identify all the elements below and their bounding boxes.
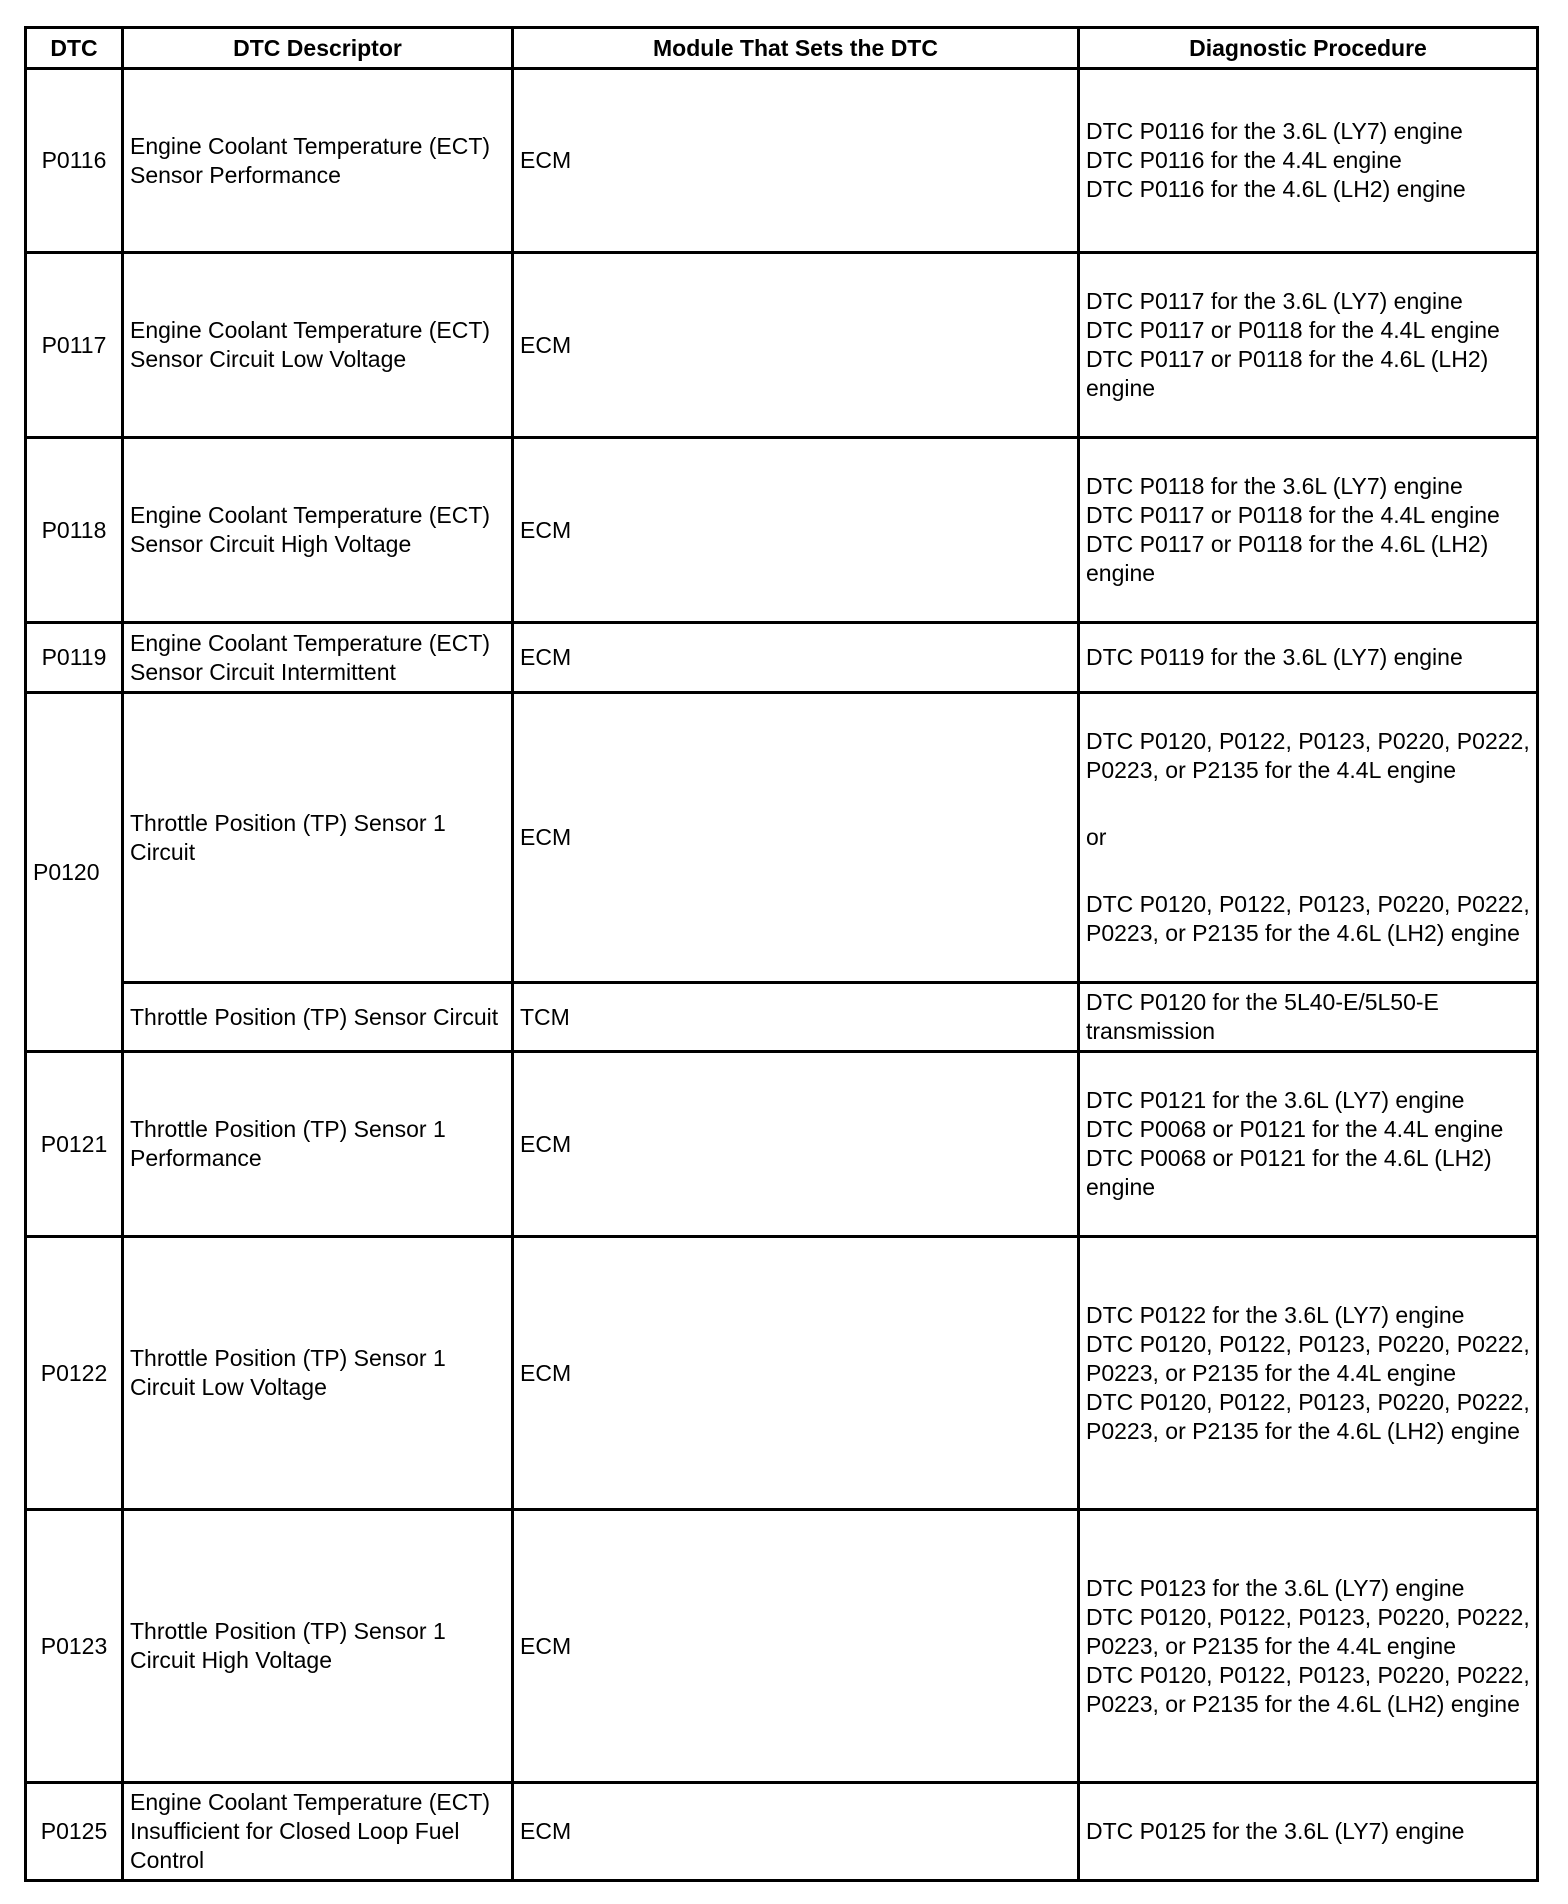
diagnostic-procedure: DTC P0125 for the 3.6L (LY7) engine: [1079, 1783, 1538, 1881]
dtc-module: ECM: [513, 1052, 1079, 1237]
procedure-line: DTC P0121 for the 3.6L (LY7) engine: [1086, 1087, 1465, 1113]
procedure-line: DTC P0120, P0122, P0123, P0220, P0222, P0223, or P2135 for the 4.6L (LH2) engine: [1086, 1661, 1530, 1717]
dtc-descriptor: Engine Coolant Temperature (ECT) Sensor Circuit Low Voltage: [123, 253, 513, 438]
header-dtc: DTC: [26, 28, 123, 69]
dtc-module: ECM: [513, 1237, 1079, 1510]
table-row: [26, 438, 1538, 623]
table-row: [26, 1783, 1538, 1881]
diagnostic-procedure: [1079, 438, 1538, 623]
dtc-descriptor: Engine Coolant Temperature (ECT) Sensor Circuit High Voltage: [123, 438, 513, 623]
dtc-module: ECM: [513, 693, 1079, 983]
table-row: [26, 693, 1538, 983]
dtc-code: P0119: [26, 623, 123, 693]
dtc-descriptor: Throttle Position (TP) Sensor 1 Circuit: [123, 693, 513, 983]
dtc-descriptor: Engine Coolant Temperature (ECT) Insufficient for Closed Loop Fuel Control: [123, 1783, 513, 1881]
dtc-module: TCM: [513, 983, 1079, 1052]
header-row: [26, 28, 1538, 69]
procedure-line: DTC P0068 or P0121 for the 4.4L engine: [1086, 1116, 1504, 1142]
dtc-code: P0116: [26, 69, 123, 253]
header-descriptor: DTC Descriptor: [123, 28, 513, 69]
dtc-descriptor: Throttle Position (TP) Sensor 1 Performance: [123, 1052, 513, 1237]
procedure-line: DTC P0117 for the 3.6L (LY7) engine: [1086, 288, 1463, 314]
dtc-code: P0118: [26, 438, 123, 623]
dtc-module: ECM: [513, 253, 1079, 438]
diagnostic-procedure: [1079, 1510, 1538, 1783]
diagnostic-procedure: [1079, 693, 1538, 983]
dtc-module: ECM: [513, 1783, 1079, 1881]
dtc-module: ECM: [513, 1510, 1079, 1783]
header-module: Module That Sets the DTC: [513, 28, 1079, 69]
procedure-line: DTC P0120, P0122, P0123, P0220, P0222, P0223, or P2135 for the 4.6L (LH2) engine: [1086, 891, 1530, 946]
dtc-code: P0122: [26, 1237, 123, 1510]
table-row: [26, 623, 1538, 693]
procedure-line: DTC P0122 for the 3.6L (LY7) engine: [1086, 1301, 1465, 1328]
table-row: [26, 983, 1538, 1052]
procedure-line: DTC P0120, P0122, P0123, P0220, P0222, P0223, or P2135 for the 4.4L engine: [1086, 1603, 1530, 1659]
procedure-line: DTC P0116 for the 4.4L engine: [1086, 147, 1402, 173]
dtc-code: P0117: [26, 253, 123, 438]
procedure-line: DTC P0117 or P0118 for the 4.4L engine: [1086, 317, 1500, 343]
dtc-code: P0125: [26, 1783, 123, 1881]
procedure-or: or: [1086, 824, 1107, 850]
diagnostic-procedure: DTC P0120 for the 5L40-E/5L50-E transmission: [1079, 983, 1538, 1052]
procedure-line: DTC P0118 for the 3.6L (LY7) engine: [1086, 473, 1463, 499]
dtc-module: ECM: [513, 69, 1079, 253]
table-row: [26, 1052, 1538, 1237]
table-row: [26, 253, 1538, 438]
procedure-line: DTC P0120, P0122, P0123, P0220, P0222, P0223, or P2135 for the 4.6L (LH2) engine: [1086, 1388, 1530, 1444]
procedure-line: DTC P0123 for the 3.6L (LY7) engine: [1086, 1574, 1465, 1601]
dtc-module: ECM: [513, 438, 1079, 623]
dtc-module: ECM: [513, 623, 1079, 693]
dtc-descriptor: Throttle Position (TP) Sensor Circuit: [123, 983, 513, 1052]
procedure-line: DTC P0068 or P0121 for the 4.6L (LH2) engine: [1086, 1145, 1492, 1200]
procedure-line: DTC P0117 or P0118 for the 4.4L engine: [1086, 502, 1500, 528]
procedure-line: DTC P0116 for the 3.6L (LY7) engine: [1086, 118, 1463, 144]
procedure-line: DTC P0116 for the 4.6L (LH2) engine: [1086, 176, 1466, 202]
procedure-line: DTC P0120, P0122, P0123, P0220, P0222, P0223, or P2135 for the 4.4L engine: [1086, 1330, 1530, 1386]
procedure-line: DTC P0117 or P0118 for the 4.6L (LH2) engine: [1086, 346, 1489, 401]
dtc-code: P0120: [26, 693, 123, 1052]
table-row: [26, 1237, 1538, 1510]
diagnostic-procedure: [1079, 253, 1538, 438]
dtc-descriptor: Throttle Position (TP) Sensor 1 Circuit High Voltage: [123, 1510, 513, 1783]
procedure-line: DTC P0120, P0122, P0123, P0220, P0222, P0223, or P2135 for the 4.4L engine: [1086, 728, 1530, 783]
diagnostic-procedure: [1079, 1237, 1538, 1510]
dtc-code: P0121: [26, 1052, 123, 1237]
procedure-line: DTC P0117 or P0118 for the 4.6L (LH2) engine: [1086, 531, 1489, 586]
diagnostic-procedure: DTC P0119 for the 3.6L (LY7) engine: [1079, 623, 1538, 693]
header-procedure: Diagnostic Procedure: [1079, 28, 1538, 69]
dtc-table: [24, 26, 1539, 1882]
table-row: [26, 1510, 1538, 1783]
diagnostic-procedure: [1079, 1052, 1538, 1237]
dtc-descriptor: Engine Coolant Temperature (ECT) Sensor Performance: [123, 69, 513, 253]
diagnostic-procedure: [1079, 69, 1538, 253]
dtc-descriptor: Throttle Position (TP) Sensor 1 Circuit Low Voltage: [123, 1237, 513, 1510]
dtc-code: P0123: [26, 1510, 123, 1783]
table-row: [26, 69, 1538, 253]
dtc-descriptor: Engine Coolant Temperature (ECT) Sensor Circuit Intermittent: [123, 623, 513, 693]
